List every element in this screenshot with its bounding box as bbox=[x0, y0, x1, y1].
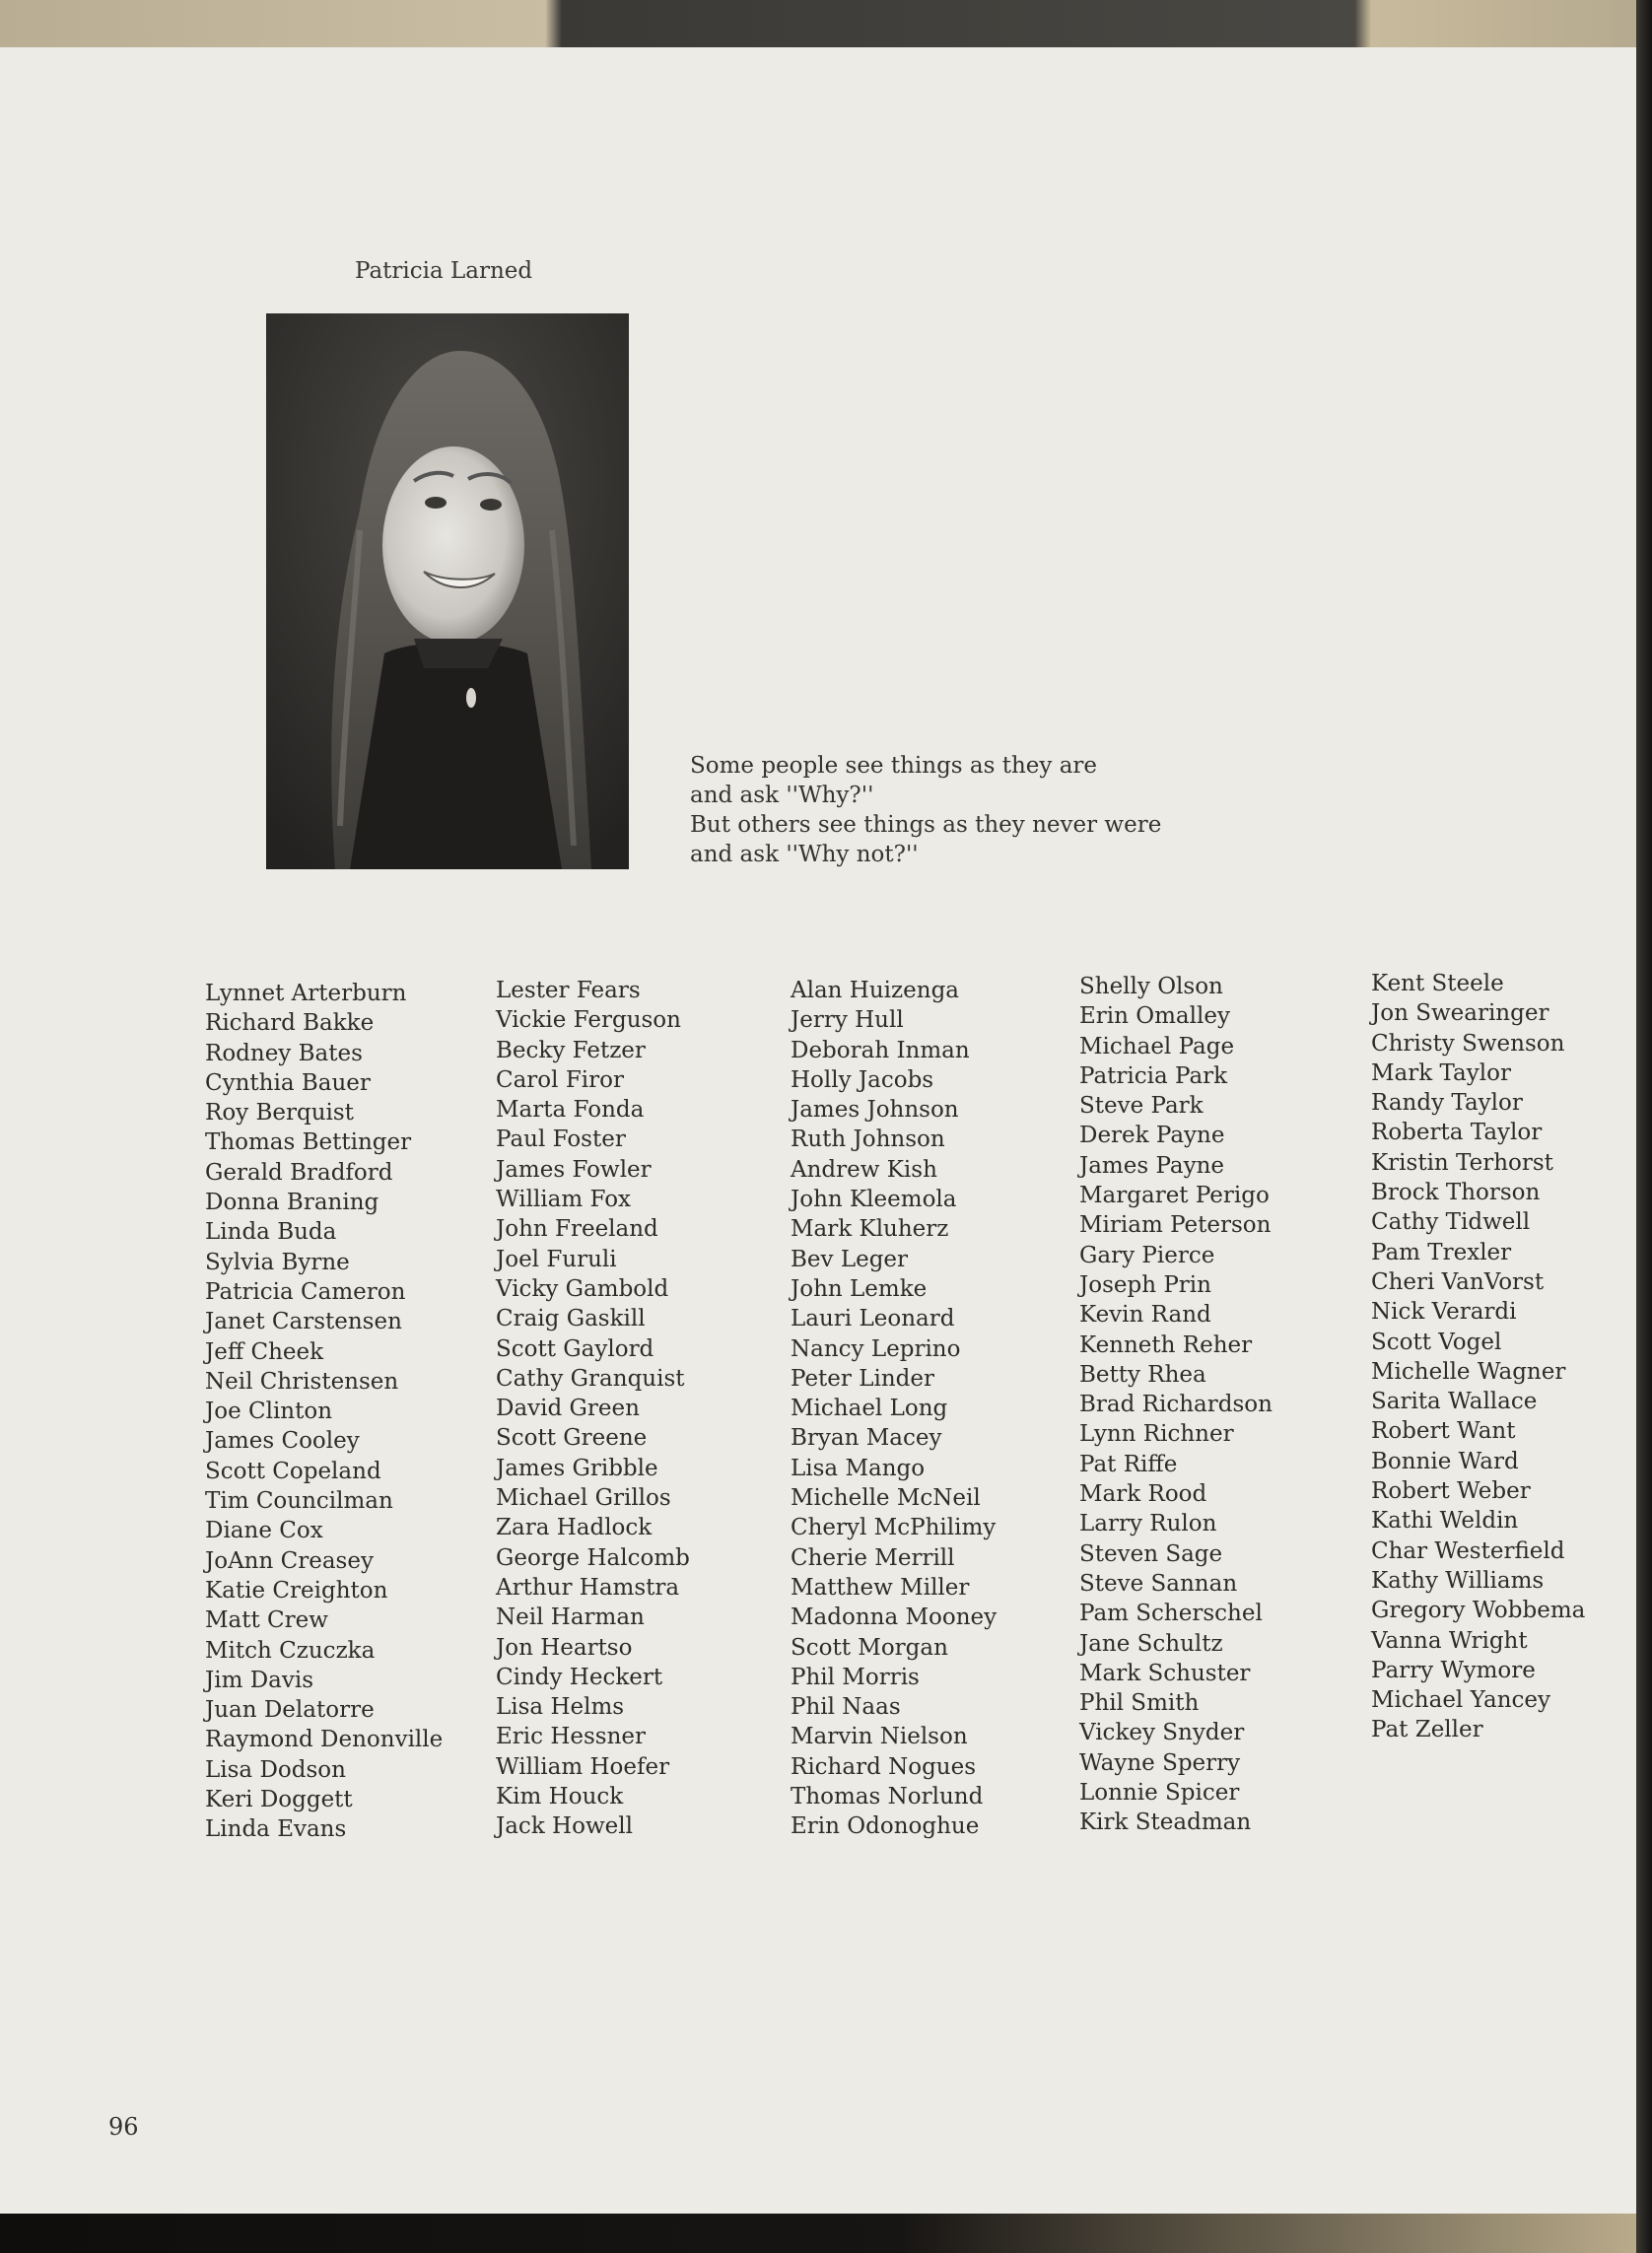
student-name: Cheri VanVorst bbox=[1371, 1268, 1545, 1295]
quote-line: But others see things as they never were bbox=[690, 812, 1162, 838]
student-name: Zara Hadlock bbox=[496, 1515, 653, 1541]
student-name: Michael Yancey bbox=[1371, 1687, 1551, 1714]
student-name: Mark Rood bbox=[1079, 1481, 1207, 1508]
student-name: Michael Grillos bbox=[496, 1485, 671, 1512]
student-name: Juan Delatorre bbox=[205, 1697, 375, 1724]
student-name: Donna Braning bbox=[205, 1190, 379, 1216]
student-name: William Hoefer bbox=[496, 1753, 670, 1780]
student-name: Scott Vogel bbox=[1371, 1329, 1502, 1355]
student-name: Nick Verardi bbox=[1371, 1299, 1517, 1326]
student-name: Cheryl McPhilimy bbox=[791, 1515, 997, 1541]
student-name: Joseph Prin bbox=[1079, 1271, 1211, 1298]
student-name: Lauri Leonard bbox=[791, 1306, 955, 1332]
student-name: Lisa Mango bbox=[791, 1455, 926, 1481]
student-name: Eric Hessner bbox=[496, 1724, 647, 1750]
student-name: Steven Sage bbox=[1079, 1540, 1223, 1567]
names-column-2 bbox=[496, 976, 690, 1842]
student-name: Roy Berquist bbox=[205, 1100, 354, 1126]
student-name: Vicky Gambold bbox=[496, 1275, 669, 1302]
student-name: Linda Evans bbox=[205, 1816, 347, 1843]
student-name: John Freeland bbox=[496, 1216, 658, 1243]
student-name: Steve Park bbox=[1079, 1093, 1204, 1120]
student-name: Jon Heartso bbox=[496, 1634, 633, 1661]
student-name: Patricia Park bbox=[1079, 1062, 1228, 1089]
student-name: Lynn Richner bbox=[1079, 1421, 1234, 1448]
book-spine-edge bbox=[1636, 0, 1652, 2253]
student-name: Kirk Steadman bbox=[1079, 1809, 1252, 1836]
names-column-4 bbox=[1079, 972, 1273, 1838]
student-name: Lester Fears bbox=[496, 978, 641, 1003]
student-name: Craig Gaskill bbox=[496, 1306, 646, 1332]
student-name: Lisa Helms bbox=[496, 1694, 625, 1721]
student-name: Brad Richardson bbox=[1079, 1392, 1273, 1418]
student-name: Paul Foster bbox=[496, 1126, 626, 1153]
student-name: Joe Clinton bbox=[205, 1399, 333, 1425]
student-name: Carol Firor bbox=[496, 1066, 624, 1093]
student-name: Kenneth Reher bbox=[1079, 1331, 1253, 1358]
quote-line: and ask ''Why not?'' bbox=[690, 842, 919, 867]
student-name: Rodney Bates bbox=[205, 1040, 363, 1066]
student-name: David Green bbox=[496, 1396, 640, 1422]
student-name: Cathy Tidwell bbox=[1371, 1209, 1531, 1236]
student-name: Patricia Cameron bbox=[205, 1278, 406, 1305]
student-name: Keri Doggett bbox=[205, 1787, 353, 1813]
student-name: Christy Swenson bbox=[1371, 1030, 1565, 1057]
student-name: Cindy Heckert bbox=[496, 1664, 663, 1690]
student-name: Jon Swearinger bbox=[1371, 1000, 1549, 1027]
student-name: Holly Jacobs bbox=[791, 1066, 934, 1093]
student-name: Shelly Olson bbox=[1079, 974, 1223, 999]
student-name: Becky Fetzer bbox=[496, 1037, 646, 1063]
student-name: Janet Carstensen bbox=[205, 1309, 402, 1335]
student-name: James Johnson bbox=[791, 1097, 959, 1124]
student-name: Marta Fonda bbox=[496, 1097, 645, 1124]
student-name: Ruth Johnson bbox=[791, 1126, 945, 1153]
quote-block bbox=[690, 751, 1161, 869]
student-name: Jane Schultz bbox=[1079, 1630, 1223, 1657]
student-name: Neil Harman bbox=[496, 1604, 645, 1631]
quote-line: and ask ''Why?'' bbox=[690, 783, 874, 808]
student-name: Kim Houck bbox=[496, 1784, 624, 1810]
student-name: Roberta Taylor bbox=[1371, 1120, 1543, 1146]
student-name: Vickey Snyder bbox=[1079, 1720, 1245, 1746]
student-name: Michelle McNeil bbox=[791, 1485, 981, 1512]
student-name: Parry Wymore bbox=[1371, 1657, 1536, 1683]
student-name: Erin Odonoghue bbox=[791, 1813, 980, 1840]
student-name: Phil Naas bbox=[791, 1694, 901, 1721]
student-name: Andrew Kish bbox=[791, 1156, 937, 1183]
student-name: Betty Rhea bbox=[1079, 1361, 1206, 1388]
student-name: Jack Howell bbox=[496, 1813, 633, 1840]
student-name: Gerald Bradford bbox=[205, 1159, 393, 1186]
student-name: Bonnie Ward bbox=[1371, 1448, 1519, 1474]
student-name: Mark Kluherz bbox=[791, 1216, 949, 1243]
student-name: Vanna Wright bbox=[1371, 1627, 1528, 1654]
student-name: Jeff Cheek bbox=[205, 1338, 324, 1365]
student-name: Lynnet Arterburn bbox=[205, 981, 407, 1006]
quote-line: Some people see things as they are bbox=[690, 753, 1098, 779]
names-column-1 bbox=[205, 979, 443, 1845]
student-name: Matt Crew bbox=[205, 1607, 328, 1634]
student-name: Miriam Peterson bbox=[1079, 1212, 1272, 1239]
student-name: Raymond Denonville bbox=[205, 1727, 444, 1753]
student-name: Neil Christensen bbox=[205, 1368, 399, 1395]
student-name: John Lemke bbox=[791, 1275, 928, 1302]
student-name: Michael Long bbox=[791, 1396, 948, 1422]
student-name: Cathy Granquist bbox=[496, 1365, 685, 1392]
student-name: Gregory Wobbema bbox=[1371, 1598, 1586, 1624]
student-name: Mark Taylor bbox=[1371, 1059, 1511, 1086]
student-name: William Fox bbox=[496, 1187, 632, 1213]
student-name: Michelle Wagner bbox=[1371, 1358, 1566, 1385]
student-name: Lisa Dodson bbox=[205, 1756, 346, 1783]
student-name: Deborah Inman bbox=[791, 1037, 970, 1063]
student-name: Steve Sannan bbox=[1079, 1570, 1238, 1597]
student-name: Scott Morgan bbox=[791, 1634, 948, 1661]
student-name: Richard Nogues bbox=[791, 1753, 977, 1780]
student-name: Cynthia Bauer bbox=[205, 1069, 371, 1096]
student-name: JoAnn Creasey bbox=[205, 1547, 374, 1574]
student-name: Mitch Czuczka bbox=[205, 1637, 376, 1664]
student-name: Derek Payne bbox=[1079, 1123, 1225, 1149]
student-name: Peter Linder bbox=[791, 1365, 934, 1392]
student-name: Matthew Miller bbox=[791, 1574, 970, 1601]
student-name: Pat Riffe bbox=[1079, 1451, 1178, 1477]
student-name: Jerry Hull bbox=[791, 1007, 904, 1034]
student-name: Nancy Leprino bbox=[791, 1335, 961, 1362]
student-name: Kathy Williams bbox=[1371, 1567, 1545, 1594]
student-name: Phil Smith bbox=[1079, 1690, 1200, 1717]
student-name: Phil Morris bbox=[791, 1664, 920, 1690]
student-name: Jim Davis bbox=[205, 1667, 314, 1693]
page-top-edge bbox=[0, 0, 1652, 47]
page-number: 96 bbox=[108, 2113, 139, 2141]
student-name: Margaret Perigo bbox=[1079, 1183, 1270, 1209]
student-name: Joel Furuli bbox=[496, 1246, 617, 1272]
student-name: Richard Bakke bbox=[205, 1010, 375, 1037]
student-name: Larry Rulon bbox=[1079, 1511, 1217, 1537]
student-name: Randy Taylor bbox=[1371, 1090, 1523, 1117]
student-name: Scott Gaylord bbox=[496, 1335, 654, 1362]
student-name: Wayne Sperry bbox=[1079, 1749, 1241, 1776]
student-name: Sarita Wallace bbox=[1371, 1389, 1538, 1415]
names-column-5 bbox=[1371, 969, 1585, 1745]
student-name: Cherie Merrill bbox=[791, 1544, 955, 1571]
student-name: Robert Want bbox=[1371, 1418, 1516, 1445]
student-name: Gary Pierce bbox=[1079, 1242, 1215, 1268]
student-name: Lonnie Spicer bbox=[1079, 1780, 1240, 1807]
student-name: James Cooley bbox=[205, 1428, 360, 1455]
names-column-3 bbox=[791, 976, 997, 1842]
student-name: Katie Creighton bbox=[205, 1577, 388, 1604]
student-name: Char Westerfield bbox=[1371, 1537, 1565, 1564]
student-name: Scott Greene bbox=[496, 1425, 648, 1452]
student-name: Thomas Norlund bbox=[791, 1784, 984, 1810]
student-name: Kristin Terhorst bbox=[1371, 1149, 1553, 1176]
student-name: Thomas Bettinger bbox=[205, 1129, 412, 1156]
student-name: Marvin Nielson bbox=[791, 1724, 968, 1750]
student-name: Bryan Macey bbox=[791, 1425, 942, 1452]
student-name: Arthur Hamstra bbox=[496, 1574, 680, 1601]
student-name: James Payne bbox=[1079, 1152, 1225, 1179]
photo-caption: Patricia Larned bbox=[355, 258, 533, 284]
student-name: Alan Huizenga bbox=[791, 978, 960, 1003]
student-name: Bev Leger bbox=[791, 1246, 909, 1272]
student-name: Pam Trexler bbox=[1371, 1239, 1512, 1265]
student-name: James Fowler bbox=[496, 1156, 652, 1183]
student-name: Vickie Ferguson bbox=[496, 1007, 681, 1034]
student-name: Linda Buda bbox=[205, 1219, 337, 1246]
student-name: Scott Copeland bbox=[205, 1458, 381, 1484]
student-name: Sylvia Byrne bbox=[205, 1249, 350, 1275]
student-name: Mark Schuster bbox=[1079, 1660, 1251, 1686]
student-name: Madonna Mooney bbox=[791, 1604, 998, 1631]
student-name: Kent Steele bbox=[1371, 971, 1504, 996]
student-name: Pam Scherschel bbox=[1079, 1601, 1263, 1627]
page-bottom-edge bbox=[0, 2214, 1636, 2253]
student-name: Robert Weber bbox=[1371, 1478, 1531, 1505]
student-name: Pat Zeller bbox=[1371, 1717, 1483, 1743]
student-name: Kevin Rand bbox=[1079, 1302, 1211, 1329]
student-name: John Kleemola bbox=[791, 1187, 957, 1213]
student-name: Diane Cox bbox=[205, 1518, 323, 1544]
student-name: Brock Thorson bbox=[1371, 1180, 1541, 1206]
student-name: James Gribble bbox=[496, 1455, 658, 1481]
portrait-photo bbox=[266, 313, 629, 869]
student-name: George Halcomb bbox=[496, 1544, 690, 1571]
student-name: Kathi Weldin bbox=[1371, 1508, 1519, 1535]
student-name: Erin Omalley bbox=[1079, 1003, 1230, 1030]
student-name: Tim Councilman bbox=[205, 1488, 393, 1515]
student-name: Michael Page bbox=[1079, 1033, 1235, 1059]
